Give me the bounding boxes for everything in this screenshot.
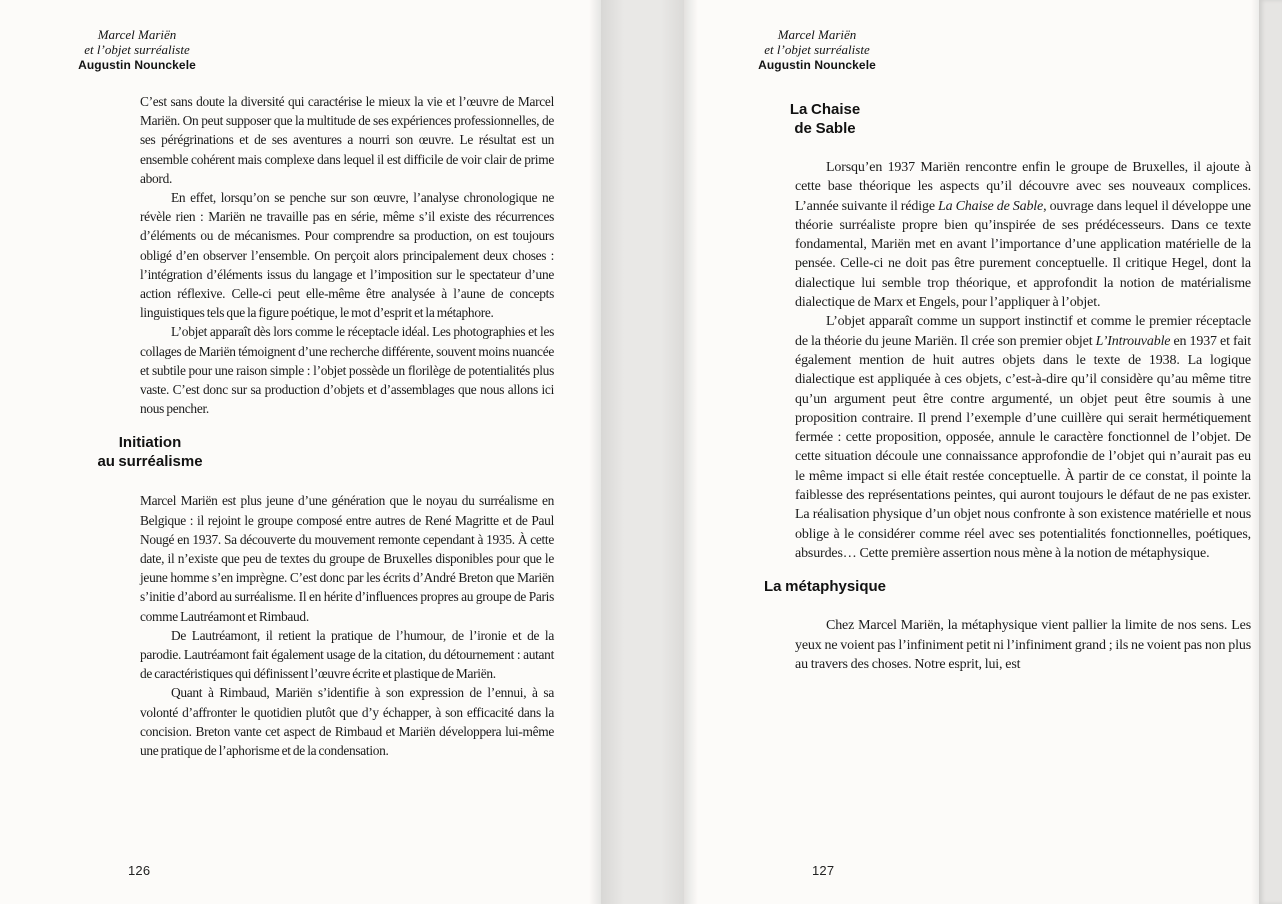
text-run: De Lautréamont, il retient la pratique de l’humour, de l’ironie et de la parodie. Lautréamont fait également usage de la citation, du détournement : autant de caractéristiques qui définissent l’œuvre écrite et plastique de Mariën. xyxy=(140,627,554,682)
left-page-body xyxy=(97,92,554,760)
running-head-author: Augustin Nounckele xyxy=(758,58,876,72)
right-page-body xyxy=(763,100,1251,674)
section-heading-line: La Chaise xyxy=(789,101,861,118)
paragraph xyxy=(140,322,554,418)
paragraph xyxy=(140,626,554,684)
text-run: Marcel Mariën est plus jeune d’une génération que le noyau du surréalisme en Belgique : il rejoint le groupe composé entre autres de René Magritte et de Paul Nougé en 1937. Sa découverte du mouvement remonte cependant à 1935. À cette date, il n’existe que peu de textes du groupe de Bruxelles disponibles pour que le jeune homme s’en imprègne. C’est donc par les écrits d’André Breton que Mariën s’initie d’abord au surréalisme. Il en hérite d’influences propres au groupe de Paris comme Lautréamont et Rimbaud. xyxy=(140,493,554,624)
text-run: L’objet apparaît comme un support instinctif et comme le premier réceptacle de la théorie du jeune Mariën. Il crée son premier objet xyxy=(795,314,1251,349)
text-run: C’est sans doute la diversité qui caractérise le mieux la vie et l’œuvre de Marcel Mariën. On peut supposer que la multitude de ses expériences professionnelles, de ses pérégrinations et de ses aventures a nourri son œuvre. Le résultat est un ensemble cohérent mais complexe dans lequel il est difficile de voir clair de prime abord. xyxy=(140,94,554,186)
running-head-left xyxy=(72,27,202,73)
running-head-title-line1: Marcel Mariën xyxy=(97,27,177,42)
section-heading xyxy=(715,577,935,596)
text-run: , ouvrage dans lequel il développe une théorie surréaliste propre bien qu’inspirée de ses prédécesseurs. Dans ce texte fondamental, Mariën met en avant l’importance d’une application matérielle de la pensée. Celle-ci ne doit pas être purement conceptuelle. Il critique Hegel, dont la dialectique lui semble trop théorique, et approfondit la notion de matérialisme dialectique de Marx et Engels, pour l’appliquer à l’objet. xyxy=(795,198,1251,311)
section-heading-line: de Sable xyxy=(794,120,856,137)
text-run: Quant à Rimbaud, Mariën s’identifie à son expression de l’ennui, à sa volonté d’affronter le quotidien plutôt que d’y échapper, à son efficacité dans la concision. Breton vante cet aspect de Rimbaud et Mariën développera lui-même une pratique de l’aphorisme et de la condensation. xyxy=(140,685,554,759)
running-head-right xyxy=(752,27,882,73)
italic-work-title: L’Introuvable xyxy=(1095,333,1171,349)
text-run: Chez Marcel Mariën, la métaphysique vient pallier la limite de nos sens. Les yeux ne voient pas l’infiniment petit ni l’infiniment grand ; ils ne voient pas non plus au travers des choses. Notre esprit, lui, est xyxy=(795,618,1251,672)
section-heading-line: au surréalisme xyxy=(97,453,203,471)
page-number-left: 126 xyxy=(128,863,151,878)
paragraph xyxy=(140,491,554,625)
page-right xyxy=(684,0,1259,904)
section-heading xyxy=(40,433,260,471)
section-heading xyxy=(715,100,935,138)
text-run: en 1937 et fait également mention de huit autres objets dans le texte de 1938. La logique dialectique est appliquée à ces objets, c’est-à-dire qu’il considère qu’au même titre qu’un argument peut être contre argumenté, un objet peut être soumis à une proposition contraire. Il prend l’exemple d’une cuillère qui serait hermétiquement fermée : cette proposition, opposée, annule le caractère fonctionnel de l’objet. De cette situation découle une connaissance approfondie de l’objet qui n’aurait pas eu le même impact si elle était restée conceptuelle. À partir de ce constat, il pointe la faiblesse des représentations peintes, qui auront toujours le défaut de ne pas exister. La réalisation physique d’un objet nous confronte à son existence matérielle et nous oblige à le considérer comme réel avec ses potentialités fonctionnelles, poétiques, absurdes… Cette première assertion nous mène à la notion de métaphysique. xyxy=(795,333,1251,561)
paragraph xyxy=(795,312,1251,563)
running-head-author: Augustin Nounckele xyxy=(78,58,196,72)
page-gutter xyxy=(601,0,684,904)
page-left xyxy=(0,0,601,904)
text-run: Lorsqu’en 1937 Mariën rencontre enfin le groupe de Bruxelles, il ajoute à cette base théorique les aspects qu’il découvre avec ses nouveaux complices. L’année suivante il rédige xyxy=(795,160,1251,214)
text-run: En effet, lorsqu’on se penche sur son œuvre, l’analyse chronologique ne révèle rien : Mariën ne travaille pas en série, même s’il existe des récurrences d’éléments ou de mécanismes. Pour comprendre sa production, on est toujours obligé d’en observer l’ensemble. On perçoit alors principalement deux choses : l’intégration d’éléments issus du langage et l’imposition sur le spectateur d’une action réflexive. Celle-ci peut elle-même être analysée à l’aune de concepts linguistiques tels que la figure poétique, le mot d’esprit et la métaphore. xyxy=(140,190,554,321)
running-head-title-line2: et l’objet surréaliste xyxy=(764,42,870,57)
paragraph xyxy=(140,92,554,188)
paragraph xyxy=(795,616,1251,674)
paragraph xyxy=(140,188,554,322)
scan-edge-strip xyxy=(1259,0,1282,904)
page-number-right: 127 xyxy=(812,863,835,878)
paragraph xyxy=(795,158,1251,312)
section-heading-line: Initiation xyxy=(118,434,182,452)
running-head-title-line2: et l’objet surréaliste xyxy=(84,42,190,57)
section-heading-line: La métaphysique xyxy=(763,578,887,596)
running-head-title-line1: Marcel Mariën xyxy=(777,27,857,42)
text-run: L’objet apparaît dès lors comme le réceptacle idéal. Les photographies et les collages de Mariën témoignent d’une recherche différente, souvent moins nuancée et subtile pour une raison simple : l’objet possède un florilège de potentialités plus vaste. C’est donc sur sa production d’objets et d’assemblages que nous allons ici nous pencher. xyxy=(140,324,554,417)
paragraph xyxy=(140,683,554,760)
italic-work-title: La Chaise de Sable xyxy=(938,198,1044,214)
